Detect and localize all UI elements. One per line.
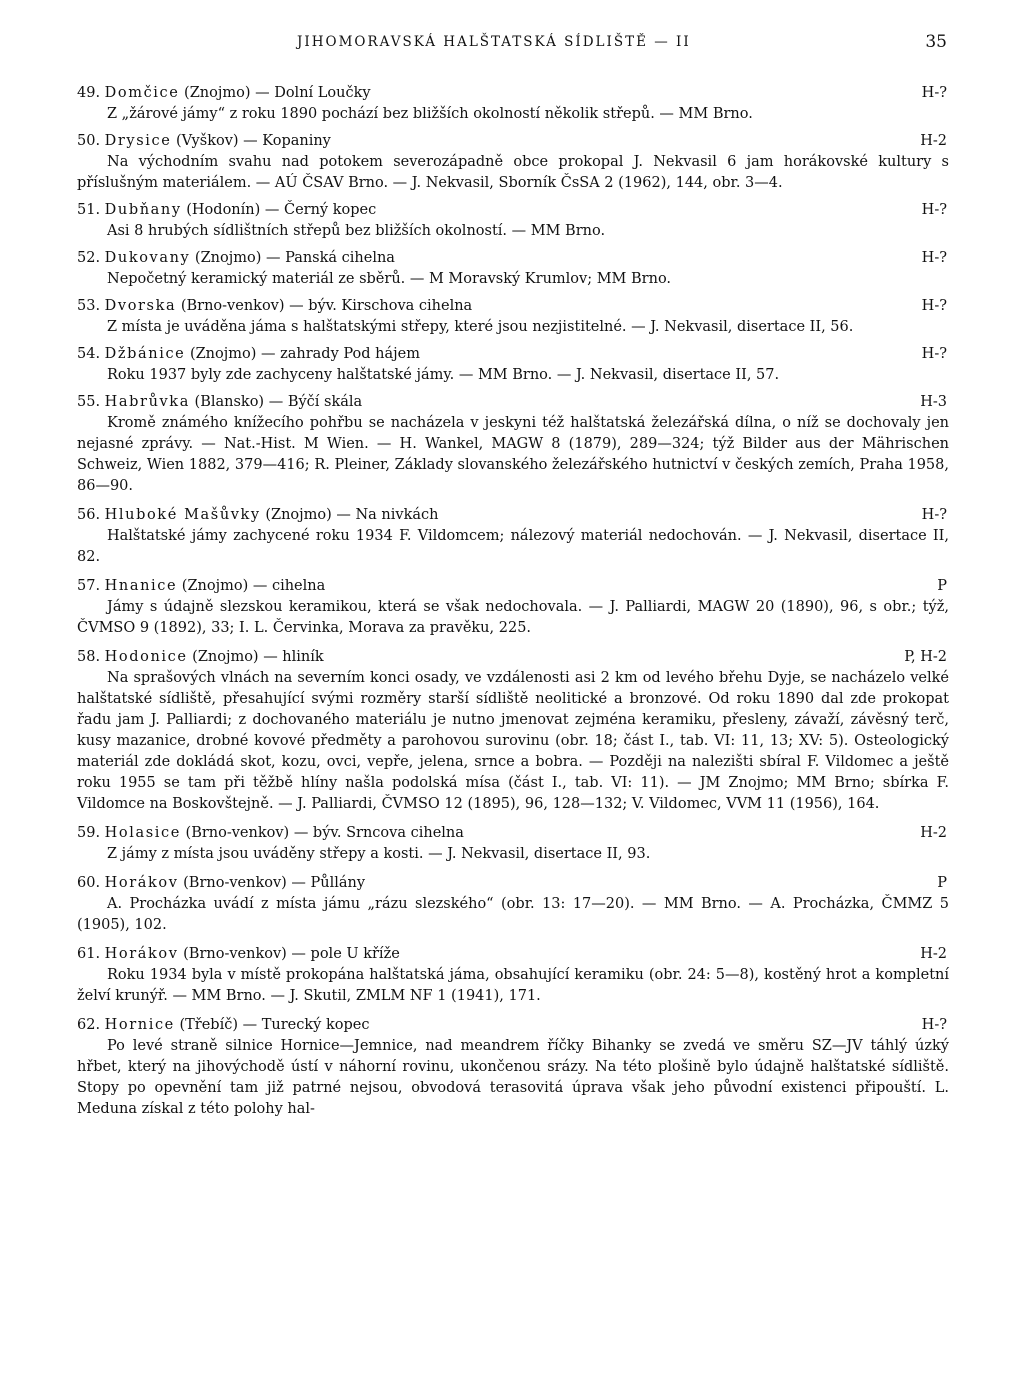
entry-dating: H-? [921,346,947,362]
entry-dating: P [937,578,947,594]
entry-text: Halštatské jámy zachycené roku 1934 F. Vildomcem; nálezový materiál nedochován. — J. Nekvasil, disertace II, 82. [77,528,949,565]
catalog-entry [77,505,949,568]
entry-place: Dvorska [104,298,177,314]
entry-place: Džbánice [104,346,186,362]
entry-place: Hnanice [104,578,178,594]
entry-text: Roku 1934 byla v místě prokopána halštatská jáma, obsahující keramiku (obr. 24: 5—8), kostěný hrot a kompletní želví krunýř. — MM Brno. — J. Skutil, ZMLM NF 1 (1941), 171. [77,967,949,1004]
entry-locality: (Znojmo) — Panská cihelna [190,250,395,266]
entry-heading [77,83,949,104]
entry-dating: H-? [921,202,947,218]
entry-title [77,576,325,597]
entry-heading [77,131,949,152]
entry-title [77,200,376,221]
entry-place: Habrůvka [104,394,190,410]
entry-title [77,344,420,365]
catalog-entry [77,873,949,936]
entry-heading [77,296,949,317]
page-header [77,32,949,58]
entry-text: Po levé straně silnice Hornice—Jemnice, nad meandrem říčky Bihanky se zvedá ve směru SZ—JV táhlý úzký hřbet, který na jihovýchodě ústí v náhorní rovinu, ukončenou srázy. Na této plošině bylo údajně halštatské sídliště. Stopy po opevnění tam již patrné nejsou, obvodová terasovitá úprava však jeho původní existenci připouští. L. Meduna získal z této polohy hal- [77,1038,949,1117]
entry-number: 52. [77,250,101,266]
entry-place: Drysice [104,133,172,149]
entry-number: 59. [77,825,101,841]
entry-dating: H-3 [920,394,947,410]
entry-number: 58. [77,649,101,665]
entry-number: 57. [77,578,101,594]
entry-locality: (Znojmo) — hliník [187,649,324,665]
entry-number: 56. [77,507,101,523]
entry-title [77,83,371,104]
entry-place: Horákov [104,946,179,962]
entry-text: Z místa je uváděna jáma s halštatskými střepy, které jsou nezjistitelné. — J. Nekvasil, disertace II, 56. [107,319,854,335]
entry-dating: H-? [921,298,947,314]
entry-number: 60. [77,875,101,891]
site-catalog [77,83,949,1120]
entry-text: Na východním svahu nad potokem severozápadně obce prokopal J. Nekvasil 6 jam horákovské kultury s příslušným materiálem. — AÚ ČSAV Brno. — J. Nekvasil, Sborník ČsSA 2 (1962), 144, obr. 3—4. [77,154,949,191]
entry-dating: H-2 [920,946,947,962]
entry-locality: (Brno-venkov) — Půllány [178,875,366,891]
entry-title [77,873,365,894]
catalog-entry [77,83,949,125]
entry-number: 61. [77,946,101,962]
entry-text: Z „žárové jámy“ z roku 1890 pochází bez bližších okolností několik střepů. — MM Brno. [107,106,753,122]
catalog-entry [77,131,949,194]
page-number: 35 [925,32,947,52]
entry-title [77,505,439,526]
entry-number: 54. [77,346,101,362]
entry-text: Jámy s údajně slezskou keramikou, která se však nedochovala. — J. Palliardi, MAGW 20 (1890), 96, s obr.; týž, ČVMSO 9 (1892), 33; I. L. Červinka, Morava za pravěku, 225. [77,599,949,636]
entry-place: Hornice [104,1017,175,1033]
catalog-entry [77,344,949,386]
entry-heading [77,392,949,413]
entry-number: 50. [77,133,101,149]
entry-heading [77,1015,949,1036]
entry-heading [77,647,949,668]
entry-dating: H-2 [920,825,947,841]
entry-title [77,248,395,269]
entry-dating: H-? [921,1017,947,1033]
entry-title [77,296,472,317]
entry-number: 55. [77,394,101,410]
entry-locality: (Vyškov) — Kopaniny [171,133,331,149]
entry-heading [77,248,949,269]
entry-locality: (Blansko) — Býčí skála [189,394,363,410]
entry-text: Nepočetný keramický materiál ze sběrů. — M Moravský Krumlov; MM Brno. [107,271,672,287]
entry-locality: (Brno-venkov) — býv. Srncova cihelna [180,825,464,841]
catalog-entry [77,647,949,815]
entry-heading [77,344,949,365]
catalog-entry [77,576,949,639]
entry-locality: (Brno-venkov) — býv. Kirschova cihelna [176,298,473,314]
entry-locality: (Znojmo) — zahrady Pod hájem [185,346,420,362]
entry-locality: (Třebíč) — Turecký kopec [174,1017,370,1033]
entry-heading [77,873,949,894]
entry-number: 53. [77,298,101,314]
entry-place: Hodonice [104,649,188,665]
entry-dating: P [937,875,947,891]
entry-text: Z jámy z místa jsou uváděny střepy a kosti. — J. Nekvasil, disertace II, 93. [107,846,651,862]
entry-place: Dubňany [104,202,182,218]
entry-place: Domčice [104,85,180,101]
entry-number: 49. [77,85,101,101]
catalog-entry [77,944,949,1007]
entry-dating: H-? [921,85,947,101]
entry-locality: (Brno-venkov) — pole U kříže [178,946,400,962]
entry-locality: (Znojmo) — Dolní Loučky [179,85,371,101]
entry-heading [77,823,949,844]
entry-heading [77,944,949,965]
entry-text: Asi 8 hrubých sídlištních střepů bez bližších okolností. — MM Brno. [107,223,606,239]
catalog-entry [77,823,949,865]
entry-title [77,647,324,668]
entry-number: 51. [77,202,101,218]
entry-locality: (Hodonín) — Černý kopec [181,202,377,218]
entry-text: Na sprašových vlnách na severním konci osady, ve vzdálenosti asi 2 km od levého břehu Dyje, se nacházelo velké halštatské sídliště, přesahující svými rozměry starší sídliště neolitické a bronzové. Od roku 1890 dal zde prokopat řadu jam J. Palliardi; z dochovaného materiálu je nutno jmenovat zejména keramiku, přesleny, závaží, závěsný terč, kusy mazanice, drobné kovové předměty a parohovou surovinu (obr. 18; část I., tab. VI: 11, 13; XV: 5). Osteologický materiál zde dokládá skot, kozu, ovci, vepře, jelena, srnce a bobra. — Později na nalezišti sbíral F. Vildomec a ještě roku 1955 se tam při těžbě hlíny našla podolská mísa (část I., tab. VI: 11). — JM Znojmo; MM Brno; sbírka F. Vildomce na Boskovštejně. — J. Palliardi, ČVMSO 12 (1895), 96, 128—132; V. Vildomec, VVM 11 (1956), 164. [77,670,949,812]
entry-place: Hluboké Mašůvky [104,507,261,523]
running-head: JIHOMORAVSKÁ HALŠTATSKÁ SÍDLIŠTĚ — II [297,34,691,50]
entry-heading [77,576,949,597]
entry-text: Roku 1937 byly zde zachyceny halštatské jámy. — MM Brno. — J. Nekvasil, disertace II, 57. [107,367,780,383]
catalog-entry [77,248,949,290]
entry-title [77,823,464,844]
entry-title [77,131,331,152]
entry-dating: H-2 [920,133,947,149]
entry-locality: (Znojmo) — Na nivkách [260,507,439,523]
catalog-entry [77,392,949,497]
catalog-entry [77,200,949,242]
entry-place: Holasice [104,825,181,841]
entry-heading [77,200,949,221]
entry-dating: H-? [921,507,947,523]
catalog-entry [77,296,949,338]
entry-dating: H-? [921,250,947,266]
entry-text: Kromě známého knížecího pohřbu se nacházela v jeskyni též halštatská železářská dílna, o níž se dochovaly jen nejasné zprávy. — Nat.-Hist. M Wien. — H. Wankel, MAGW 8 (1879), 289—324; týž Bilder aus der Mährischen Schweiz, Wien 1882, 379—416; R. Pleiner, Základy slovanského železářského hutnictví v českých zemích, Praha 1958, 86—90. [77,415,949,494]
entry-place: Horákov [104,875,179,891]
entry-place: Dukovany [104,250,191,266]
entry-title [77,1015,369,1036]
entry-heading [77,505,949,526]
entry-text: A. Procházka uvádí z místa jámu „rázu slezského“ (obr. 13: 17—20). — MM Brno. — A. Procházka, ČMMZ 5 (1905), 102. [77,896,949,933]
entry-dating: P, H-2 [904,649,947,665]
catalog-entry [77,1015,949,1120]
entry-title [77,944,400,965]
entry-title [77,392,362,413]
entry-number: 62. [77,1017,101,1033]
entry-locality: (Znojmo) — cihelna [177,578,326,594]
